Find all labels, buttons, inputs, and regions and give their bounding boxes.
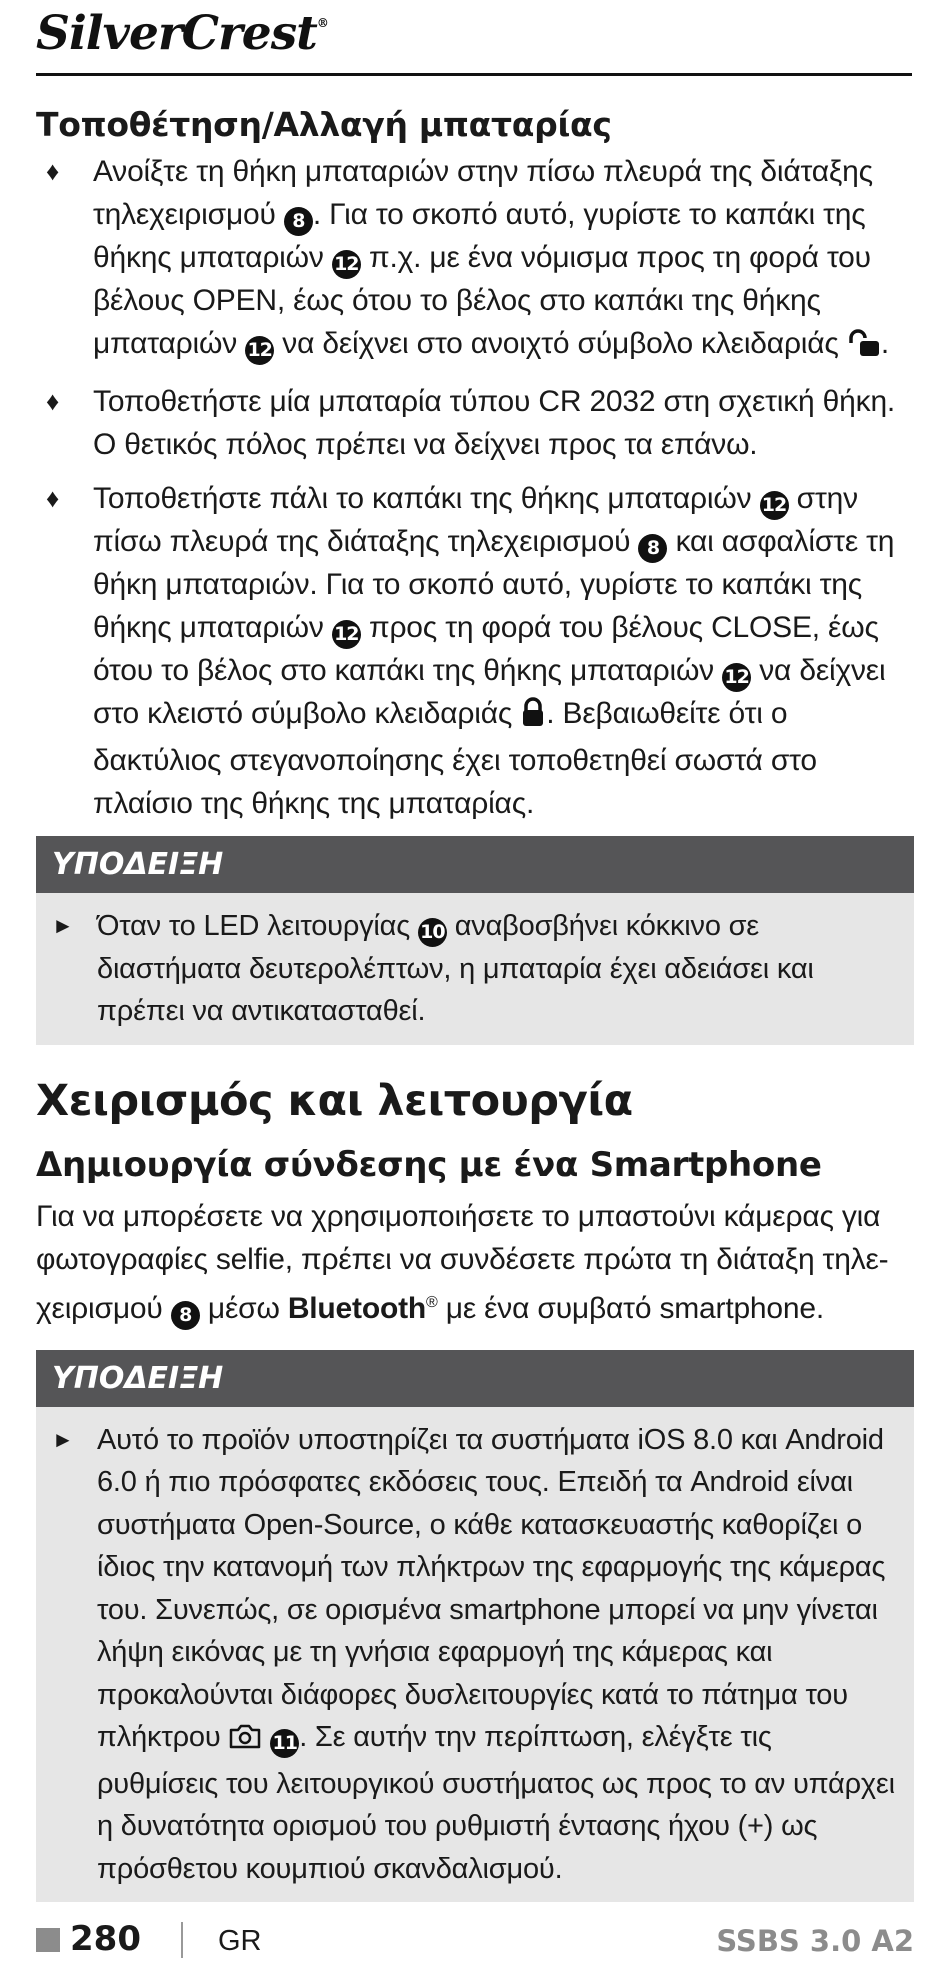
list-item: ♦ Τοποθετήστε πάλι το καπάκι της θήκης μπαταριών 12 στην πίσω πλευρά της διάταξης τηλεχειρισμού 8 και ασφαλίστε τη θήκη μπαταριών. Για το σκοπό αυτό, γυρίστε το καπάκι της θήκης μπαταριών 12 προς τη φορά του βέλους CLOSE, έως ότου το βέλος στο καπάκι της θήκης μπαταριών 12 να δείχνει στο κλειστό σύμβολο κλειδαριάς . Βεβαιωθείτε ότι ο δακτύλιος στεγανοποίησης έχει τοποθετηθεί σωστά στο πλαίσιο της θήκης της μπαταρίας. (36, 477, 914, 825)
ref-number: 12 (332, 620, 361, 649)
section-title-battery: Τοποθέτηση/Αλλαγή μπαταρίας (36, 105, 612, 144)
bullet-marker: ♦ (46, 483, 60, 513)
note-heading: ΥΠΟΔΕΙΞΗ (36, 836, 914, 893)
camera-icon (228, 1720, 262, 1763)
note-heading: ΥΠΟΔΕΙΞΗ (36, 1350, 914, 1407)
page-number: 280 (70, 1919, 141, 1959)
content (36, 100, 914, 1902)
ref-number: 8 (638, 534, 667, 563)
ref-number: 10 (418, 918, 447, 947)
model-number: SSBS 3.0 A2 (716, 1924, 914, 1958)
note-box-battery (36, 836, 914, 1045)
list-item: ♦ Ανοίξτε τη θήκη μπαταριών στην πίσω πλευρά της διάταξης τηλεχειρισμού 8 . Για το σκοπό αυτό, γυρίστε το καπάκι της θήκης μπαταριών 12 π.χ. με ένα νόμισμα προς τη φορά του βέλους OPEN, έως ότου το βέλος στο καπάκι της θήκης μπαταριών 12 να δείχνει στο ανοιχτό σύμβολο κλειδαριάς . (36, 150, 914, 369)
bullet-marker: ♦ (46, 386, 60, 416)
ref-number: 12 (760, 491, 789, 520)
ref-number: 8 (171, 1301, 200, 1330)
bullet-marker: ♦ (46, 156, 60, 186)
footer-square (36, 1928, 60, 1952)
note-box-compatibility (36, 1350, 914, 1903)
arrow-marker: ► (52, 913, 74, 938)
intro-paragraph: Για να μπορέσετε να χρησιμοποιήσετε το μπαστούνι κάμερας για φωτογραφίες selfie, πρέπει να συνδέσετε πρώτα τη διάταξη τηλεχειρισμού 8 μέσω Bluetooth® με ένα συμβατό smartphone. (36, 1195, 914, 1330)
ref-number: 12 (245, 336, 274, 365)
footer-separator (181, 1922, 183, 1958)
lock-icon (520, 696, 546, 739)
ref-number: 12 (722, 663, 751, 692)
note-body (36, 893, 914, 1045)
note-text: ► Αυτό το προϊόν υποστηρίζει τα συστήματα iOS 8.0 και Android 6.0 ή πιο πρόσφατες εκδόσεις τους. Επειδή τα Android είναι συστήματα Open-Source, ο κάθε κατασκευαστής καθορίζει ο ίδιος την κατανομή των πλήκτρων της εφαρμογής της κάμερας του. Συνεπώς, σε ορισμένα smartphone μπορεί να μην γίνεται λήψη εικόνας με τη γνήσια εφαρμογή της κάμερας και προκαλούνται διάφορες δυσλειτουργίες κατά το πάτημα του πλήκτρου 11. Σε αυτήν την περίπτωση, ελέγξτε τις ρυθμίσεις του λειτουργικού συστήματος ως προς το αν υπάρχει η δυνατότητα ορισμού του ρυθμιστή έντασης ήχου (+) ως πρόσθετου κουμπιού σκανδαλισμού. (52, 1419, 898, 1891)
arrow-marker: ► (52, 1426, 74, 1452)
ref-number: 11 (270, 1729, 299, 1758)
brand-logo: SilverCrest® (36, 6, 328, 61)
header-rule (36, 73, 912, 76)
section-title-operation: Χειρισμός και λειτουργία (36, 1075, 633, 1126)
list-item: ♦ Τοποθετήστε μία μπαταρία τύπου CR 2032 στη σχετική θήκη. Ο θετικός πόλος πρέπει να δείχνει προς τα επάνω. (36, 380, 914, 466)
ref-number: 12 (332, 250, 361, 279)
bluetooth-wordmark: Bluetooth® (287, 1291, 438, 1325)
subsection-title-smartphone: Δημιουργία σύνδεσης με ένα Smartphone (36, 1144, 822, 1185)
note-body (36, 1407, 914, 1903)
language-code: GR (218, 1925, 262, 1957)
battery-steps (36, 150, 914, 825)
unlock-icon (847, 326, 881, 369)
note-text: ► Όταν το LED λειτουργίας 10 αναβοσβήνει κόκκινο σε διαστήματα δευτερολέπτων, η μπαταρία έχει αδειάσει και πρέπει να αντικατασταθεί. (52, 905, 898, 1033)
ref-number: 8 (284, 207, 313, 236)
